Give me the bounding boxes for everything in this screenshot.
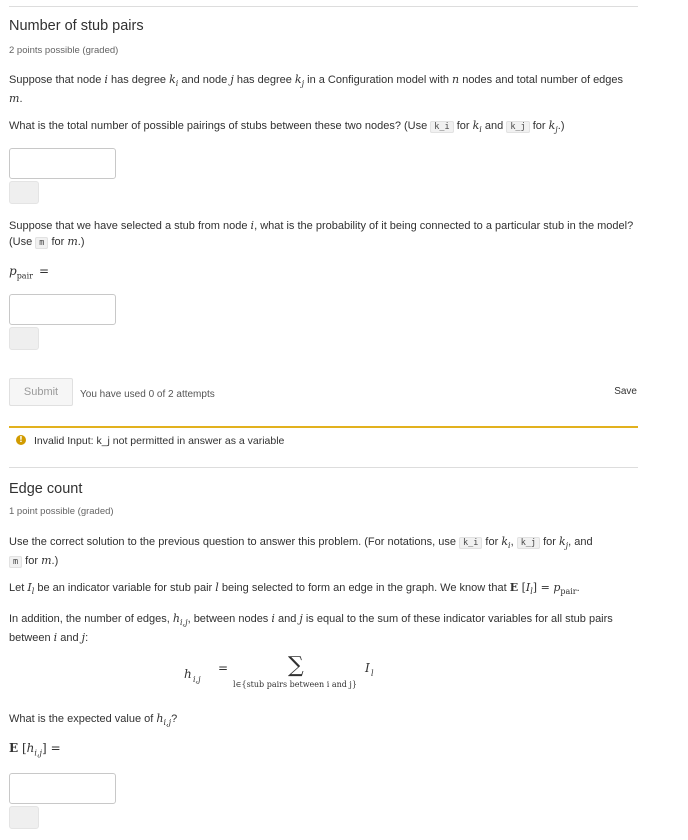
problem-title-stub-pairs: Number of stub pairs	[9, 18, 144, 34]
question-intro-text: Suppose that node i has degree $k_i$ and node j has degree $k_j$ in a Configuration model with n nodes and total number of edges m.	[9, 73, 624, 106]
answer-input-ppair[interactable]	[9, 294, 116, 325]
indicator-variable-text: Let $I_l$ be an indicator variable for stub pair l being selected to form an edge in the graph. We know that E $[I_l] = p_{pair}$.	[9, 581, 580, 597]
code-k-j-2: k_j	[517, 537, 540, 549]
answer-preview-ppair	[9, 327, 39, 350]
warning-message: Invalid Input: k_j not permitted in answer as a variable	[34, 435, 285, 447]
submit-button[interactable]: Submit	[9, 378, 73, 406]
code-k-i: k_i	[430, 121, 453, 133]
problem-points-edge-count: 1 point possible (graded)	[9, 506, 114, 517]
answer-preview-stub-pairings	[9, 181, 39, 204]
answer-preview-expected-value	[9, 806, 39, 829]
code-k-j: k_j	[506, 121, 529, 133]
code-k-i-2: k_i	[459, 537, 482, 549]
answer-input-expected-value[interactable]	[9, 773, 116, 804]
answer-input-stub-pairings[interactable]	[9, 148, 116, 179]
expected-value-label: E $[h_{i,j}]$ =	[9, 741, 61, 758]
sum-description-text: In addition, the number of edges, $h_{i,j}$, between nodes i and j is equal to the sum of these indicator variables for all stub pairs between i and j:	[9, 612, 613, 645]
sum-equation: h i,j = ∑ l∈{stub pairs between i and j} I l	[184, 653, 374, 689]
section-divider	[9, 467, 638, 468]
code-m: m	[35, 237, 48, 249]
code-m-2: m	[9, 556, 22, 568]
attempts-text: You have used 0 of 2 attempts	[80, 389, 215, 400]
warning-icon: !	[16, 435, 26, 445]
problem-points: 2 points possible (graded)	[9, 45, 119, 56]
problem-title-edge-count: Edge count	[9, 481, 83, 497]
question-probability-text: Suppose that we have selected a stub from node i, what is the probability of it being connected to a particular stub in the model? (Use m for m.)	[9, 219, 634, 248]
question-stub-pairings-text: What is the total number of possible pairings of stubs between these two nodes? (Use k_i for $k_i$ and k_j for $k_j$.)	[9, 119, 565, 135]
expected-value-question: What is the expected value of $h_{i,j}$?	[9, 712, 178, 728]
ppair-label: $p_{pair}$ =	[9, 264, 50, 281]
save-button[interactable]: Save	[614, 386, 637, 397]
summation-range: l∈{stub pairs between i and j}	[233, 680, 357, 689]
top-divider	[9, 6, 638, 7]
edge-count-notation-text: Use the correct solution to the previous question to answer this problem. (For notations, use k_i for $k_i$, k_j for $k_j$, and m for m.)	[9, 535, 593, 568]
summation-symbol: ∑	[288, 653, 304, 678]
warning-bar	[9, 426, 638, 428]
